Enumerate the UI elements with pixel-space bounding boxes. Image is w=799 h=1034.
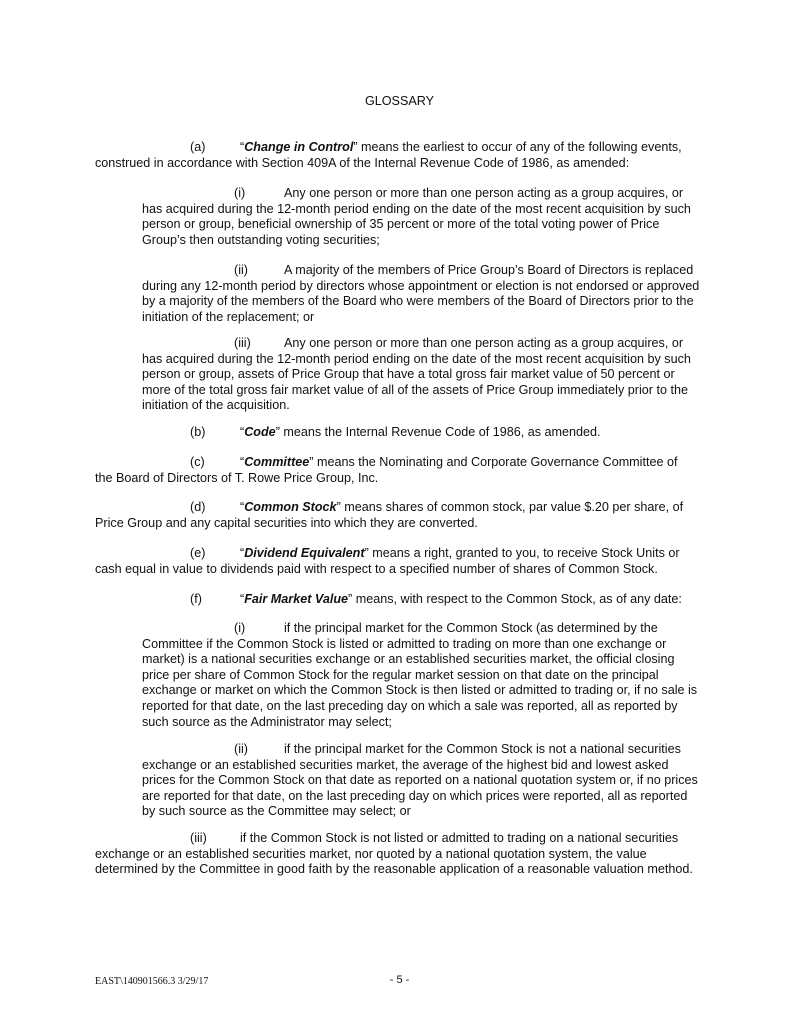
item-label: (ii) (234, 742, 248, 756)
defined-term: Change in Control (244, 140, 354, 154)
definition-committee: (c) “Committee” means the Nominating and Corporate Governance Committee of the Board of Directors of T. Rowe Price Group, Inc. (95, 455, 678, 485)
subitem-a-iii (142, 336, 702, 414)
footer-page-number: - 5 - (389, 974, 410, 986)
item-label: (f) (190, 592, 202, 606)
definition-text: ” means shares of common stock, par value $.20 per share, of Price Group and any capital securities into which they are converted. (95, 500, 684, 530)
subitem-text: Any one person or more than one person acting as a group acquires, or has acquired during the 12-month period ending on the date of the most recent acquisition by such person or group, assets of Price Group that have a total gross fair market value of 50 percent or more of the total gross fair market value of all of the assets of Price Group immediately prior to the initiation of the acquisition. (142, 336, 691, 413)
defined-term: Fair Market Value (244, 592, 349, 606)
defined-term: Dividend Equivalent (244, 546, 365, 560)
definition-code: (b) “Code” means the Internal Revenue Code of 1986, as amended. (190, 425, 601, 439)
definition-fair-market-value: (f) “Fair Market Value” means, with respect to the Common Stock, as of any date: (190, 592, 682, 606)
footer-document-id: EAST\140901566.3 3/29/17 (95, 976, 209, 987)
subitem-a-ii (142, 263, 702, 325)
definition-text: ” means, with respect to the Common Stock, as of any date: (348, 592, 682, 606)
item-label: (d) (190, 500, 206, 514)
item-label: (i) (234, 621, 246, 635)
subitem-f-ii (142, 742, 702, 820)
definition-common-stock: (d) “Common Stock” means shares of common stock, par value $.20 per share, of Price Group and any capital securities into which they are converted. (95, 500, 684, 530)
item-label: (i) (234, 186, 246, 200)
item-label: (c) (190, 455, 205, 469)
subitem-text: if the principal market for the Common Stock is not a national securities exchange or an established securities market, the average of the highest bid and lowest asked prices for the Common Stock on that date as reported on a national quotation system or, if no prices are reported for that date, on the last preceding day on which prices were reported, all as reported by such source as the Committee may select; or (142, 742, 698, 819)
subitem-f-i (142, 621, 702, 730)
definition-change-in-control: (a) “Change in Control” means the earliest to occur of any of the following events, construed in accordance with Section 409A of the Internal Revenue Code of 1986, as amended: (95, 140, 682, 170)
definition-text: ” means the earliest to occur of any of the following events, construed in accordance with Section 409A of the Internal Revenue Code of 1986, as amended: (95, 140, 682, 170)
definition-text: ” means the Nominating and Corporate Governance Committee of the Board of Directors of T. Rowe Price Group, Inc. (95, 455, 678, 485)
defined-term: Code (244, 425, 276, 439)
defined-term: Committee (244, 455, 310, 469)
item-label: (iii) (190, 831, 207, 845)
definition-text: ” means the Internal Revenue Code of 1986, as amended. (275, 425, 601, 439)
defined-term: Common Stock (244, 500, 337, 514)
item-label: (ii) (234, 263, 248, 277)
subitem-text: A majority of the members of Price Group’s Board of Directors is replaced during any 12-month period by directors whose appointment or election is not endorsed or approved by a majority of the members of the Board who were members of the Board of Directors prior to the initiation of the replacement; or (142, 263, 700, 324)
item-label: (a) (190, 140, 206, 154)
subitem-text: if the principal market for the Common Stock (as determined by the Committee if the Common Stock is listed or admitted to trading on more than one exchange or market) is a national securities exchange or an established securities market, the official closing price per share of Common Stock for the regular market session on that date on the principal exchange or market on which the Common Stock is then listed or admitted to trading or, if no sale is reported for that date, on the last preceding day on which a sale was reported, all as reported by such source as the Administrator may select; (142, 621, 698, 729)
subitem-f-iii (95, 831, 695, 878)
definition-text: ” means a right, granted to you, to receive Stock Units or cash equal in value to dividends paid with respect to a specified number of shares of Common Stock. (95, 546, 680, 576)
item-label: (iii) (234, 336, 251, 350)
subitem-text: if the Common Stock is not listed or admitted to trading on a national securities exchange or an established securities market, nor quoted by a national quotation system, the value determined by the Committee in good faith by the reasonable application of a reasonable valuation method. (95, 831, 693, 877)
item-label: (e) (190, 546, 206, 560)
subitem-text: Any one person or more than one person acting as a group acquires, or has acquired during the 12-month period ending on the date of the most recent acquisition by such person or group, beneficial ownership of 35 percent or more of the total voting power of Price Group’s then outstanding voting securities; (142, 186, 691, 247)
item-label: (b) (190, 425, 206, 439)
subitem-a-i (142, 186, 702, 248)
page-title: GLOSSARY (364, 94, 435, 108)
definition-dividend-equivalent: (e) “Dividend Equivalent” means a right, granted to you, to receive Stock Units or cash equal in value to dividends paid with respect to a specified number of shares of Common Stock. (95, 546, 680, 576)
